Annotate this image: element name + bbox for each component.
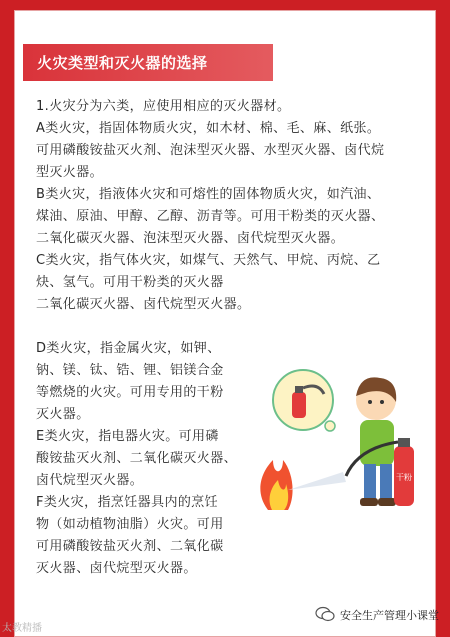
fire-extinguisher-illustration: [248, 360, 428, 530]
text-line: B类火灾，指液体火灾和可熔性的固体物质火灾，如汽油、: [36, 187, 381, 202]
extinguisher-label: 干粉: [396, 473, 412, 482]
paragraph-gap: [36, 316, 426, 338]
text-line: 型灭火器。: [36, 165, 104, 180]
text-line: 钠、镁、钛、锆、锂、铝镁合金: [36, 363, 224, 378]
text-line: F类火灾，指烹饪器具内的烹饪: [36, 495, 219, 510]
text-line: A类火灾，指固体物质火灾，如木材、棉、毛、麻、纸张。: [36, 121, 381, 136]
text-line: 灭火器。: [36, 407, 90, 422]
text-line: C类火灾，指气体火灾，如煤气、天然气、甲烷、丙烷、乙: [36, 253, 381, 268]
text-line: 物（如动植物油脂）火灾。可用: [36, 517, 224, 532]
text-line: 二氧化碳灭火器、卤代烷型灭火器。: [36, 297, 251, 312]
wechat-icon: [315, 606, 335, 622]
text-line: 可用磷酸铵盐灭火剂、二氧化碳: [36, 539, 224, 554]
text-line: 1.火灾分为六类，应使用相应的灭火器材。: [36, 99, 291, 114]
text-line: D类火灾，指金属火灾，如钾、: [36, 341, 221, 356]
watermark-account: 安全生产管理小课堂: [340, 609, 439, 622]
text-line: 卤代烷型灭火器。: [36, 473, 144, 488]
text-line: 二氧化碳灭火器、泡沫型灭火器、卤代烷型灭火器。: [36, 231, 345, 246]
text-line: 可用磷酸铵盐灭火剂、泡沫型灭火器、水型灭火器、卤代烷: [36, 143, 385, 158]
text-line: 灭火器、卤代烷型灭火器。: [36, 561, 197, 576]
text-line: 酸铵盐灭火剂、二氧化碳灭火器、: [36, 451, 238, 466]
watermark-left: 太教精播: [2, 623, 42, 634]
spray-icon: [288, 472, 346, 490]
text-line: 炔、氢气。可用干粉类的灭火器: [36, 275, 224, 290]
text-line: 等燃烧的火灾。可用专用的干粉: [36, 385, 224, 400]
page-title: 火灾类型和灭火器的选择: [37, 54, 208, 72]
text-line: E类火灾，指电器火灾。可用磷: [36, 429, 219, 444]
extinguisher-icon: [292, 392, 306, 418]
text-line: 煤油、原油、甲醇、乙醇、沥青等。可用干粉类的灭火器、: [36, 209, 385, 224]
